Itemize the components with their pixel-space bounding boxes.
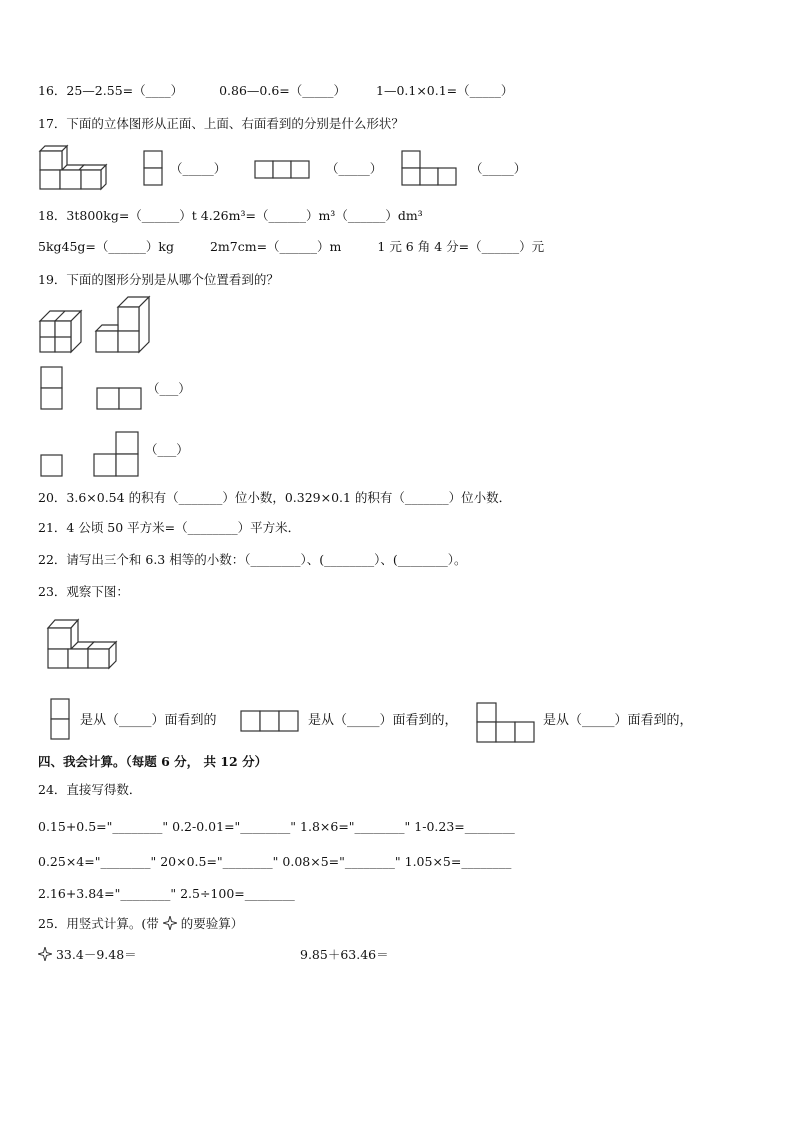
q19-view-l-shape bbox=[93, 431, 141, 479]
question-19-text: 19．下面的图形分别是从哪个位置看到的？ bbox=[38, 272, 279, 287]
question-23-text: 23．观察下图： bbox=[38, 584, 129, 599]
q17-solid-figure bbox=[40, 146, 110, 192]
q18-yuan: 1 元 6 角 4 分=（______）元 bbox=[377, 239, 545, 254]
q23-caption-c: 是从（_____）面看到的， bbox=[543, 713, 693, 728]
q19-blank-2: （___） bbox=[145, 442, 189, 457]
question-18-line-1: 18．3t800kg=（______）t 4.26m³=（______）m³（______）dm³ bbox=[38, 208, 423, 223]
four-point-star-icon bbox=[38, 947, 52, 961]
question-18-line-2 bbox=[38, 238, 544, 256]
four-point-star-icon bbox=[163, 916, 177, 930]
q25-expr-1: 33.4－9.48＝ bbox=[55, 947, 137, 962]
q23-caption-b: 是从（_____）面看到的， bbox=[308, 713, 458, 728]
q17-view-three-row bbox=[254, 160, 312, 180]
q18-kg: 5kg45g=（______）kg bbox=[38, 239, 174, 254]
q16-c: 1—0.1×0.1=（_____） bbox=[376, 83, 514, 98]
q25-text-a: 25．用竖式计算。(带 bbox=[38, 916, 159, 931]
q25-text-b: 的要验算） bbox=[180, 916, 244, 931]
question-22: 22．请写出三个和 6.3 相等的小数：（________）、(________）、(________）。 bbox=[38, 552, 467, 567]
q23-solid-figure bbox=[48, 620, 120, 670]
q17-blank-3: （_____） bbox=[470, 161, 527, 176]
q17-view-vertical-two bbox=[143, 150, 165, 188]
q17-blank-1: （_____） bbox=[170, 161, 227, 176]
question-24-text: 24．直接写得数． bbox=[38, 782, 142, 797]
question-17-text: 17．下面的立体图形从正面、上面、右面看到的分别是什么形状？ bbox=[38, 116, 404, 131]
q19-blank-1: （___） bbox=[147, 381, 191, 396]
q25-expression-2: 9.85＋63.46＝ bbox=[300, 947, 389, 962]
q19-view-horizontal-two bbox=[96, 387, 144, 413]
q23-caption-a: 是从（_____）面看到的 bbox=[80, 713, 217, 728]
q24-row-2: 0.25×4="________" 20×0.5="________" 0.08×5="________" 1.05×5=________ bbox=[38, 854, 512, 869]
q23-view-three-row bbox=[240, 710, 302, 734]
q18-m: 2m7cm=（______）m bbox=[209, 239, 342, 254]
question-16 bbox=[38, 82, 513, 100]
question-25-text bbox=[38, 915, 243, 933]
q23-view-vertical-two bbox=[50, 698, 72, 742]
q19-view-vertical-two bbox=[40, 366, 64, 412]
q19-view-single bbox=[40, 454, 64, 478]
q25-expression-1 bbox=[38, 946, 137, 964]
q17-blank-2: （_____） bbox=[326, 161, 383, 176]
q23-view-l-shape bbox=[476, 702, 538, 744]
q19-solid-figure-b bbox=[96, 297, 156, 355]
q19-solid-figure-a bbox=[40, 311, 86, 355]
q17-view-l-shape bbox=[401, 150, 461, 188]
question-21: 21．4 公顷 50 平方米=（________）平方米． bbox=[38, 520, 301, 535]
section-4-title: 四、我会计算。（每题 6 分， 共 12 分） bbox=[38, 754, 268, 769]
q16-a: 16．25—2.55=（____） bbox=[38, 83, 184, 98]
q24-row-1: 0.15+0.5="________" 0.2-0.01="________" 1.8×6="________" 1-0.23=________ bbox=[38, 819, 515, 834]
question-20: 20．3.6×0.54 的积有（_______）位小数，0.329×0.1 的积有（_______）位小数． bbox=[38, 490, 512, 505]
q16-b: 0.86—0.6=（_____） bbox=[219, 83, 347, 98]
q24-row-3: 2.16+3.84="________" 2.5÷100=________ bbox=[38, 886, 295, 901]
